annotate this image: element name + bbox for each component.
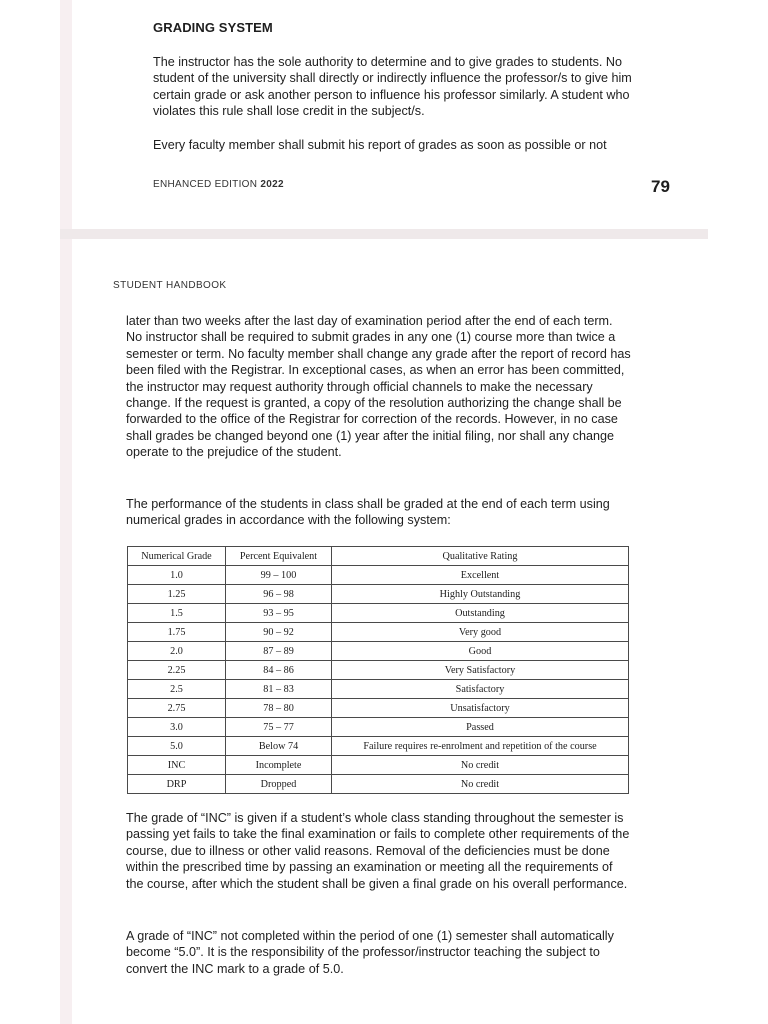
table-row [128,585,629,604]
cell-percent: Dropped [226,775,332,794]
table-row [128,566,629,585]
cell-rating: Satisfactory [332,680,629,699]
cell-percent: Below 74 [226,737,332,756]
cell-percent: 81 – 83 [226,680,332,699]
grading-intro-paragraph: The performance of the students in class shall be graded at the end of each term using numerical grades in accordance with the following system: [126,497,610,528]
grading-paragraph-2: Every faculty member shall submit his report of grades as soon as possible or not [153,138,607,152]
cell-grade: 5.0 [128,737,226,756]
cell-percent: 93 – 95 [226,604,332,623]
grading-table [127,546,629,794]
table-row [128,623,629,642]
cell-percent: 96 – 98 [226,585,332,604]
cell-rating: No credit [332,775,629,794]
cell-percent: 84 – 86 [226,661,332,680]
cell-rating: Passed [332,718,629,737]
inc-paragraph: The grade of “INC” is given if a student’s whole class standing throughout the semester is passing yet fails to take the final examination or fails to complete other requirements of the course, due to illness or other valid reasons. Removal of the deficiencies must be done within the prescribed time by passing an examination or meeting all the requirements of the course, after which the student shall be given a final grade on his overall performance. [126,811,630,891]
table-row [128,699,629,718]
cell-grade: 1.75 [128,623,226,642]
cell-rating: Very Satisfactory [332,661,629,680]
table-row [128,756,629,775]
running-header: STUDENT HANDBOOK [113,280,227,291]
cell-rating: Excellent [332,566,629,585]
continued-paragraph: later than two weeks after the last day of examination period after the end of each term. No instructor shall be required to submit grades in any one (1) course more than twice a semester or term. No faculty member shall change any grade after the report of record has been filed with the Registrar. In exceptional cases, as when an error has been committed, the instructor may request authority through official channels to make the necessary change. If the request is granted, a copy of the resolution authorizing the change shall be forwarded to the office of the Registrar for correction of the records. However, in no case shall grades be changed beyond one (1) year after the initial filing, nor shall any change operate to the prejudice of the student. [126,314,631,460]
header-numerical-grade: Numerical Grade [128,547,226,566]
page-number: 79 [651,177,670,196]
page-edge [0,0,61,1024]
section-title: GRADING SYSTEM [153,20,273,35]
page-divider [60,229,708,239]
cell-grade: 1.0 [128,566,226,585]
cell-percent: 87 – 89 [226,642,332,661]
table-row [128,661,629,680]
cell-grade: 1.5 [128,604,226,623]
cell-grade: 2.5 [128,680,226,699]
cell-rating: Good [332,642,629,661]
header-qualitative-rating: Qualitative Rating [332,547,629,566]
cell-grade: INC [128,756,226,775]
cell-percent: 78 – 80 [226,699,332,718]
table-row [128,718,629,737]
cell-rating: Outstanding [332,604,629,623]
table-header-row [128,547,629,566]
cell-percent: 75 – 77 [226,718,332,737]
cell-grade: 2.0 [128,642,226,661]
edition-year: 2022 [260,179,284,190]
cell-grade: 1.25 [128,585,226,604]
table-row [128,680,629,699]
inc-conversion-paragraph: A grade of “INC” not completed within the period of one (1) semester shall automatically become “5.0”. It is the responsibility of the professor/instructor teaching the subject to convert the INC mark to a grade of 5.0. [126,929,614,976]
cell-grade: 2.25 [128,661,226,680]
edition-label: ENHANCED EDITION [153,179,258,190]
page-gutter [60,0,72,1024]
cell-grade: 2.75 [128,699,226,718]
cell-rating: Failure requires re-enrolment and repetition of the course [332,737,629,756]
cell-percent: Incomplete [226,756,332,775]
cell-grade: DRP [128,775,226,794]
table-row [128,775,629,794]
header-percent-equivalent: Percent Equivalent [226,547,332,566]
cell-rating: Very good [332,623,629,642]
cell-rating: No credit [332,756,629,775]
footer-edition [153,179,284,190]
cell-percent: 99 – 100 [226,566,332,585]
table-row [128,737,629,756]
table-row [128,604,629,623]
cell-rating: Highly Outstanding [332,585,629,604]
cell-rating: Unsatisfactory [332,699,629,718]
grading-paragraph-1: The instructor has the sole authority to determine and to give grades to students. No student of the university shall directly or indirectly influence the professor/s to give him certain grade or ask another person to influence his professor similarly. A student who violates this rule shall lose credit in the subject/s. [153,55,632,119]
table-row [128,642,629,661]
cell-grade: 3.0 [128,718,226,737]
cell-percent: 90 – 92 [226,623,332,642]
background-right [708,0,768,239]
